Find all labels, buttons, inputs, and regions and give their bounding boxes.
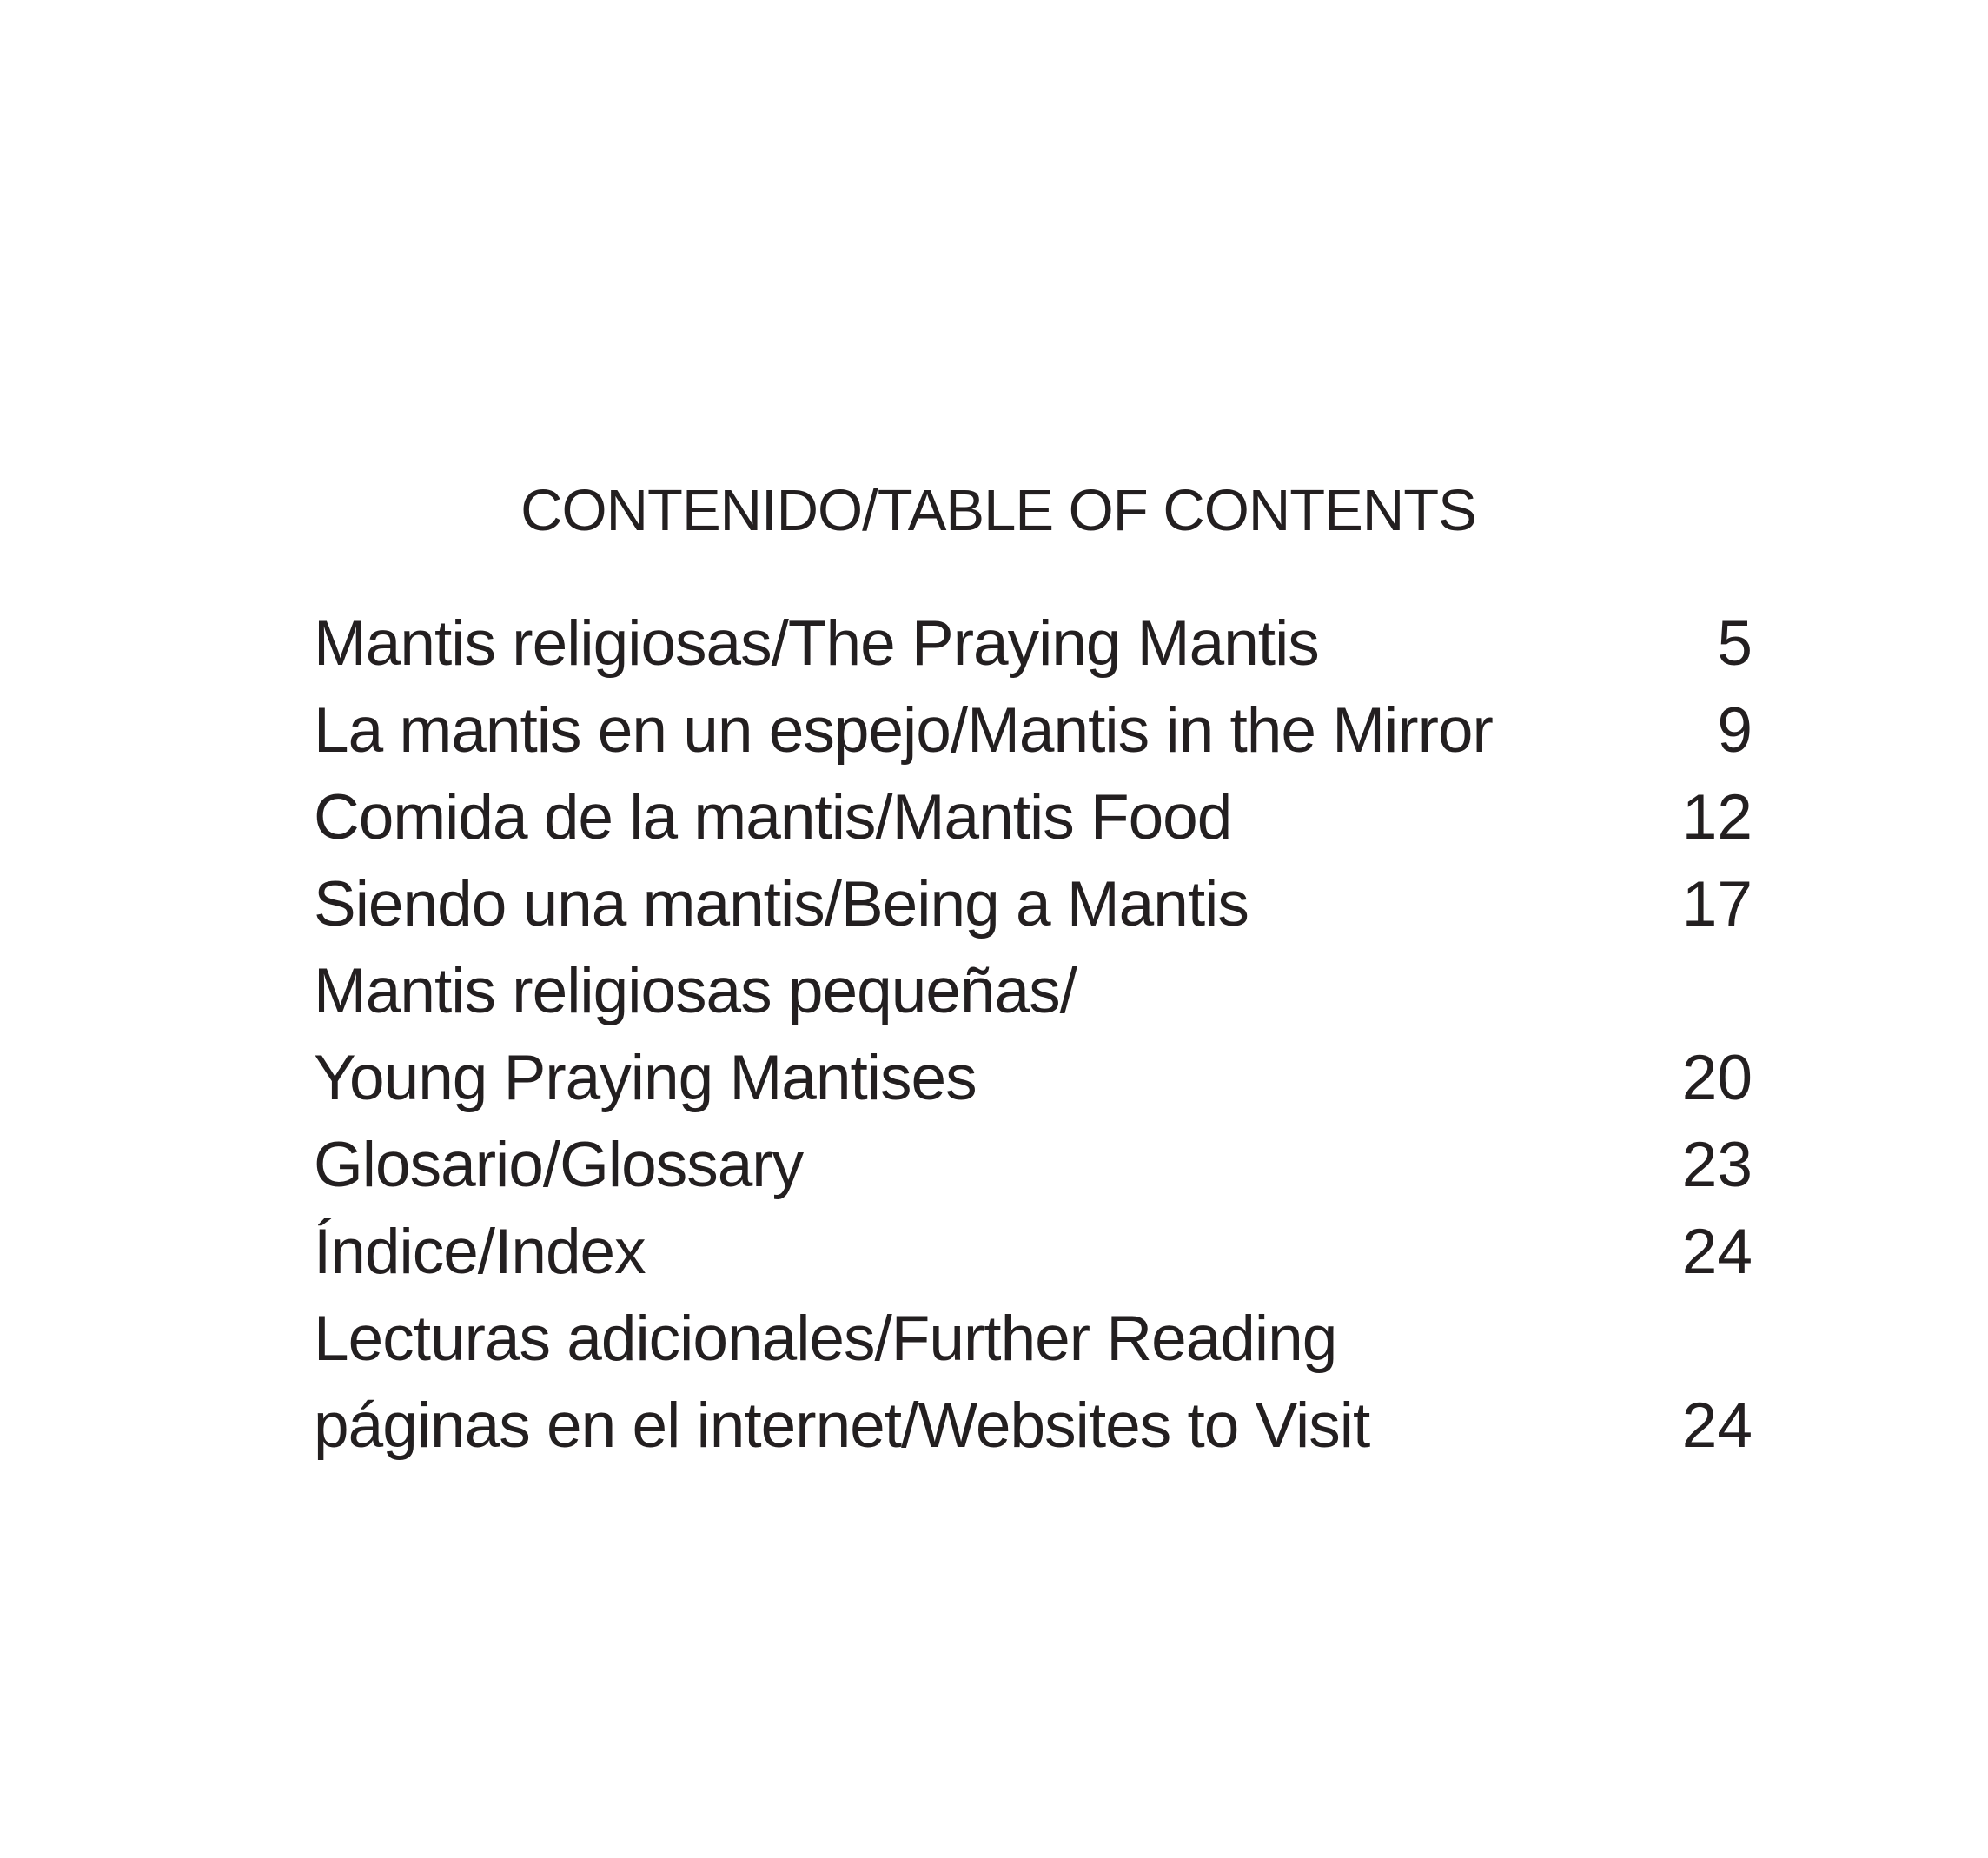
toc-entry-label: Young Praying Mantises (314, 1043, 977, 1113)
toc-entry-label: Lecturas adicionales/Further Reading (314, 1304, 1337, 1374)
toc-entry-page: 9 (1717, 695, 1753, 766)
toc-entry-label: Índice/Index (314, 1217, 646, 1287)
toc-entry (314, 687, 1753, 774)
toc-entry-page: 24 (1681, 1217, 1753, 1287)
toc-entry (314, 1383, 1753, 1470)
toc-entry-label: Mantis religiosas pequeñas/ (314, 956, 1077, 1026)
toc-entry-page: 5 (1717, 608, 1753, 679)
toc-entry-page: 24 (1681, 1390, 1753, 1461)
toc-entry (314, 1209, 1753, 1296)
toc-list (314, 601, 1753, 1470)
toc-entry-page: 12 (1681, 782, 1753, 853)
toc-entry-label: La mantis en un espejo/Mantis in the Mirror (314, 695, 1493, 766)
toc-entry-page: 17 (1681, 869, 1753, 939)
toc-entry-label: Mantis religiosas/The Praying Mantis (314, 608, 1319, 679)
toc-entry-label: Siendo una mantis/Being a Mantis (314, 869, 1249, 939)
toc-entry-page: 23 (1681, 1130, 1753, 1200)
toc-entry (314, 861, 1753, 948)
toc-entry (314, 1122, 1753, 1209)
toc-title: CONTENIDO/TABLE OF CONTENTS (520, 478, 1476, 543)
toc-entry (314, 774, 1753, 861)
toc-entry (314, 1296, 1753, 1383)
toc-entry (314, 1035, 1753, 1122)
toc-entry-label: Comida de la mantis/Mantis Food (314, 782, 1232, 853)
toc-entry (314, 601, 1753, 687)
toc-entry-label: páginas en el internet/Websites to Visit (314, 1390, 1370, 1461)
toc-entry-page: 20 (1681, 1043, 1753, 1113)
toc-entry (314, 948, 1753, 1035)
toc-entry-label: Glosario/Glossary (314, 1130, 804, 1200)
